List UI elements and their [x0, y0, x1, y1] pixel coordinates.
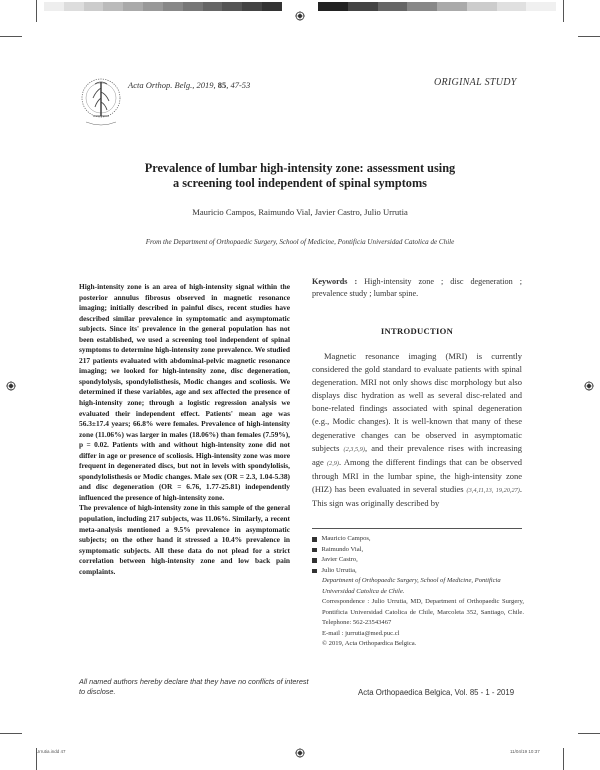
intro-text: , and their prevalence rises with increasing age [312, 442, 522, 467]
registration-target-icon [584, 381, 594, 391]
email[interactable]: E-mail : jurrutia@med.puc.cl [322, 629, 400, 637]
crop-mark [0, 36, 22, 37]
author-info [312, 534, 524, 650]
section-heading-introduction: INTRODUCTION [380, 326, 454, 336]
author-entry [312, 545, 524, 556]
registration-target-icon [295, 11, 305, 21]
abstract-paragraph: The prevalence of high-intensity zone in this sample of the general population, including 217 subjects, was 11.06%. Similarly, a recent meta-analysis mentioned a 9.5% prevalence in asymptomatic subjects; on the other hand it stressed a 10.4% prevalence in symptomatic subjects. All these data do not plead for a strict correlation between high-intensity zone and low back pain complaints. [79, 503, 290, 576]
calibration-bar [44, 2, 282, 11]
keywords-text: High-intensity zone ; disc degeneration ; prevalence study ; lumbar spine. [312, 277, 523, 298]
title-line-1: Prevalence of lumbar high-intensity zone: assessment using [144, 161, 456, 175]
article-title [60, 161, 540, 191]
intro-text: . This sign was originally described by [312, 483, 522, 509]
author-entry [312, 555, 524, 566]
citation-ref[interactable]: (2,9) [326, 459, 340, 467]
crop-mark [563, 0, 564, 22]
crop-mark [578, 36, 600, 37]
bullet-square-icon [312, 558, 317, 563]
crop-mark [0, 733, 22, 734]
section-label: ORIGINAL STUDY [434, 77, 517, 88]
print-slug-date: 11/04/19 10:37 [510, 749, 540, 754]
journal-citation [128, 80, 250, 90]
copyright: © 2019, Acta Orthopædica Belgica. [322, 640, 417, 647]
abstract [79, 282, 290, 577]
author-name: Mauricio Campos, [321, 535, 371, 542]
conflict-statement: All named authors hereby declare that they have no conflicts of interest to disclose. [79, 677, 309, 696]
abstract-paragraph: High-intensity zone is an area of high-intensity signal within the posterior annulus fibrosus observed in magnetic resonance imaging; initially described in painful discs, recent studies have described similar prevalence in symptomatic and asymptomatic subjects. Since its' prevalence in the general population has not been established, we used a screening tool independent of spinal symptoms to determine high-intensity zone prevalence. We studied 217 patients evaluated with abdominal-pelvic magnetic resonance imaging; we looked for high-intensity zone, disc degeneration, spondylolysis, spondylolisthesis, Modic changes and scoliosis. We determined if these variables, age and sex affected the presence of high-intensity zone; through a logistic regression analysis we evaluated their independent effect. Patients' mean age was 56.3±17.4 years; 66.8% were females. Prevalence of high-intensity zone (11.06%) was larger in males (18.06%) than females (7.59%), p = 0.02. Patients with and without high-intensity zone did not differ in age or presence of scoliosis. High-intensity zone was more frequent in degenerated discs, but not in levels with spondylolisis, spondylolisthesis or Modic changes. Male sex (OR = 2.3, 1.04-5.38) and disc degeneration (OR = 6.76, 1.77-25.81) independently influenced the presence of high-intensity zone. [79, 282, 290, 502]
bullet-square-icon [312, 548, 317, 553]
journal-pages: , 47-53 [226, 80, 251, 90]
citation-ref[interactable]: (2,3,5,9) [343, 445, 365, 453]
calibration-bar [318, 2, 556, 11]
correspondence: Correspondence : Julio Urrutia, MD, Department of Orthopaedic Surgery, Pontificia Universidad Catolica de Chile, Marcoleta 352, Santiago, Chile. Telephone: 562-23543467 [322, 598, 524, 626]
author-entry [312, 534, 524, 545]
keywords-label: Keywords : [312, 277, 358, 286]
journal-volume: 85 [217, 80, 227, 90]
journal-issue-footer: Acta Orthopaedica Belgica, Vol. 85 - 1 - 2019 [358, 688, 515, 697]
bullet-square-icon [312, 569, 317, 574]
footnote-divider [312, 528, 522, 529]
print-slug-file: Urrutia.indd 47 [36, 749, 66, 754]
citation-ref[interactable]: (3,4,11,13, 19,20,27) [466, 486, 520, 494]
keywords [312, 276, 522, 299]
journal-year: , 2019, [192, 80, 218, 90]
affiliation: From the Department of Orthopaedic Surgery, School of Medicine, Pontificia Universidad Catolica de Chile [145, 238, 455, 246]
journal-seal-logo [78, 70, 124, 130]
author-name: Javier Castro, [321, 556, 358, 563]
registration-target-icon [295, 748, 305, 758]
bullet-square-icon [312, 537, 317, 542]
crop-mark [36, 0, 37, 22]
author-name: Raimundo Vial, [321, 545, 364, 553]
crop-mark [578, 733, 600, 734]
introduction-paragraph [312, 350, 522, 510]
journal-name: Acta Orthop. Belg. [128, 80, 193, 90]
introduction-body [312, 350, 522, 510]
intro-text: Magnetic resonance imaging (MRI) is currently considered the gold standard to evaluate patients with spinal degeneration. MRI not only shows disc morphology but also displays disc hydration as well as several disc-related and bone-related findings associated with spinal degeneration (e.g., Modic changes). It is well-known that many of these degenerative changes can be observed in asymptomatic subjects [312, 351, 522, 453]
intro-text: . Among the different findings that can be observed through MRI in the lumbar spine, the high-intensity zone (HIZ) has been evaluated in several studies [312, 456, 522, 494]
author-entry [312, 566, 524, 577]
author-name: Julio Urrutia, [321, 566, 357, 574]
title-line-2: a screening tool independent of spinal symptoms [173, 176, 427, 190]
crop-mark [563, 748, 564, 770]
registration-target-icon [6, 381, 16, 391]
author-line: Mauricio Campos, Raimundo Vial, Javier Castro, Julio Urrutia [192, 207, 408, 217]
author-department: Department of Orthopaedic Surgery, School of Medicine, Pontificia Universidad Catolica de Chile. [322, 577, 501, 595]
